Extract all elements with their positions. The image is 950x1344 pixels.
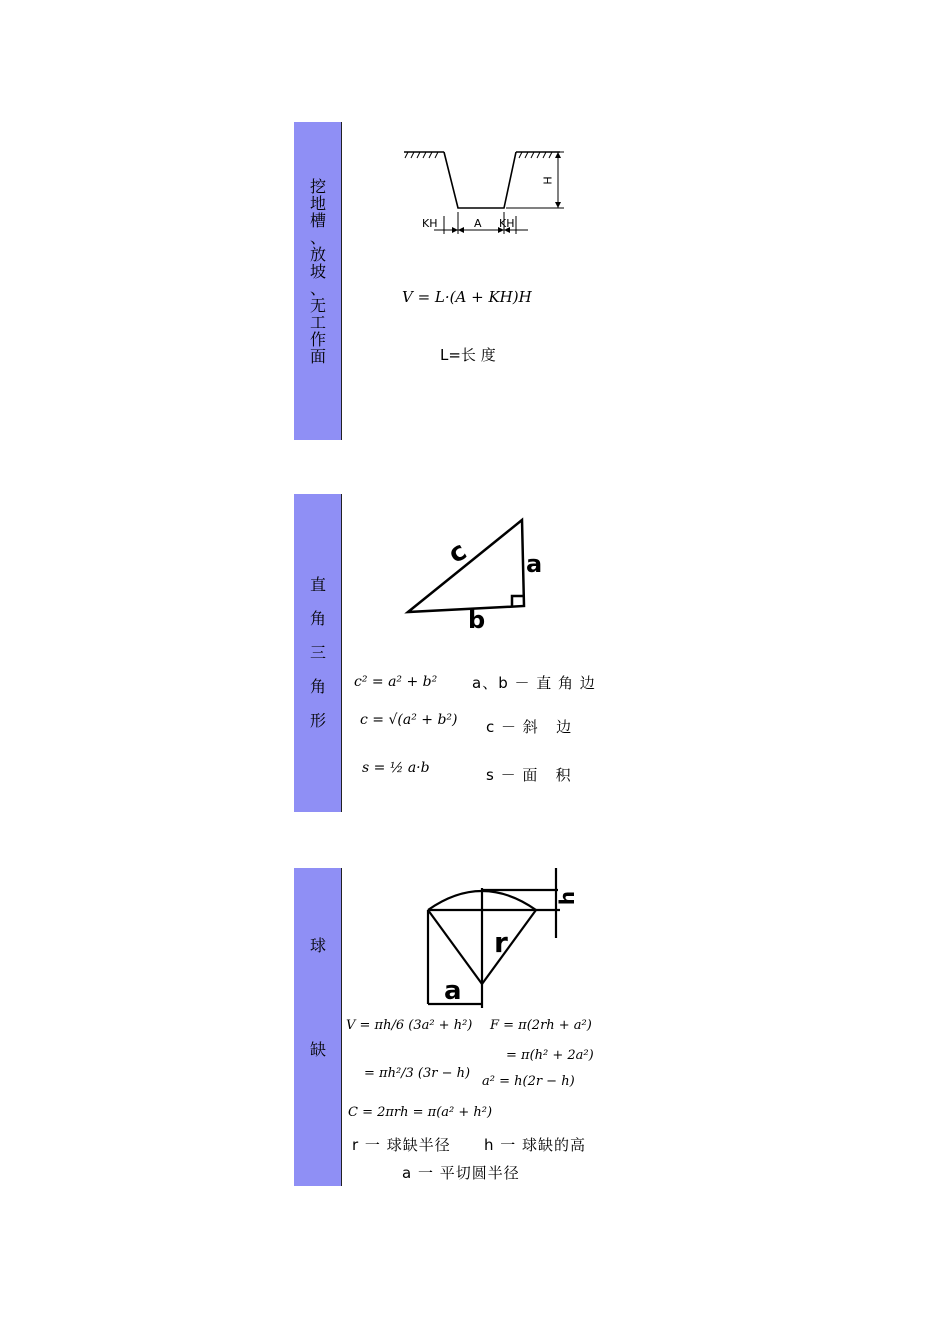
cap-label-a: a [444, 976, 462, 1006]
side-panel-triangle [294, 494, 342, 812]
side-char: 挖 [309, 177, 326, 196]
cap-formula-c: C = 2πrh = π(a² + h²) [348, 1105, 493, 1120]
section-right-triangle [294, 494, 654, 812]
trench-label-h: H [541, 176, 555, 185]
side-char: 地 [309, 194, 326, 213]
side-char: 面 [309, 347, 326, 366]
trench-diagram [402, 146, 572, 266]
cap-formula-surface-2: = π(h² + 2a²) [506, 1048, 594, 1063]
side-label-triangle [294, 568, 342, 738]
side-char: 角 [309, 677, 326, 696]
side-panel-cap [294, 868, 342, 1186]
triangle-label-a: a [526, 550, 543, 578]
side-char: 缺 [309, 1040, 326, 1059]
side-char: 三 [309, 643, 326, 662]
triangle-formula-pythagoras: c² = a² + b² [354, 674, 438, 690]
side-label-cap-1 [294, 936, 342, 955]
side-char: 形 [309, 711, 326, 730]
trench-label-kh-left: KH [422, 217, 438, 230]
side-char: 作 [309, 330, 326, 349]
triangle-label-c: c [443, 536, 472, 570]
side-char: 坡 [309, 262, 326, 281]
side-char: 、 [309, 228, 326, 247]
cap-label-r: r [494, 926, 508, 959]
cap-legend-r: r 一 球缺半径 [352, 1136, 451, 1154]
side-panel-trench [294, 122, 342, 440]
triangle-formula-area: s = ½ a·b [362, 760, 430, 776]
side-char: 无 [309, 296, 326, 315]
triangle-legend-area: s － 面 积 [486, 766, 572, 784]
side-char: 放 [309, 245, 326, 264]
trench-note: L=长 度 [440, 346, 496, 364]
cap-legend-a: a 一 平切圆半径 [402, 1164, 520, 1182]
cap-formula-a-squared: a² = h(2r − h) [482, 1074, 575, 1089]
triangle-label-b: b [468, 606, 486, 634]
cap-legend-h: h 一 球缺的高 [484, 1136, 587, 1154]
side-char: 球 [309, 936, 326, 955]
triangle-legend-hypotenuse: c － 斜 边 [486, 718, 573, 736]
side-label-trench [294, 178, 342, 365]
trench-formula: V = L·(A + KH)H [402, 288, 532, 306]
cap-formula-volume-2: = πh²/3 (3r − h) [364, 1066, 471, 1081]
side-label-cap-2 [294, 1040, 342, 1059]
side-char: 槽 [309, 211, 326, 230]
cap-label-h: h [555, 890, 580, 906]
cap-formula-volume-1: V = πh/6 (3a² + h²) [346, 1018, 473, 1033]
side-char: 工 [309, 313, 326, 332]
side-char: 角 [309, 609, 326, 628]
trench-label-kh-right: KH [499, 217, 515, 230]
cap-formula-surface-1: F = π(2rh + a²) [490, 1018, 592, 1033]
side-char: 、 [309, 279, 326, 298]
section-trench [294, 122, 654, 440]
trench-label-a: A [474, 217, 482, 230]
triangle-formula-hypotenuse: c = √(a² + b²) [360, 712, 458, 728]
triangle-legend-legs: a、b － 直 角 边 [472, 674, 596, 692]
section-spherical-cap [294, 868, 654, 1186]
side-char: 直 [309, 575, 326, 594]
